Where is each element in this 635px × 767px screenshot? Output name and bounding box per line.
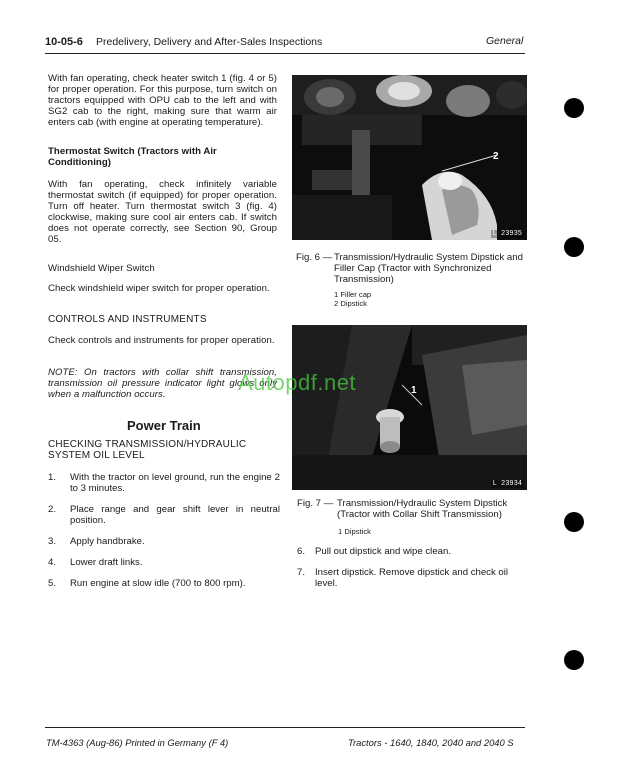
photo-code: L 23935	[492, 230, 522, 238]
header-rule	[45, 53, 525, 54]
figure-6-illustration	[292, 75, 527, 240]
figure-6-caption: Transmission/Hydraulic System Dipstick and Filler Cap (Tractor with Synchronized Transmission)	[334, 252, 523, 285]
step-text: Insert dipstick. Remove dipstick and check oil level.	[315, 567, 509, 589]
wiper-paragraph: Check windshield wiper switch for proper operation.	[48, 283, 270, 294]
page-number: 10-05-6	[45, 36, 83, 48]
heater-paragraph: With fan operating, check heater switch 1 (fig. 4 or 5) for proper operation. For this purpose, turn switch on tractors equipped with OPU cab to the left and with SG2 cab to the right, making sure that warm air enters cab (with engine at operating temperature).	[48, 73, 277, 128]
footer-rule	[45, 727, 525, 728]
footer-right: Tractors - 1640, 1840, 2040 and 2040 S	[348, 737, 514, 748]
check-oil-heading: CHECKING TRANSMISSION/HYDRAULIC SYSTEM OIL LEVEL	[48, 439, 247, 461]
legend-item: 1 Filler cap	[334, 290, 372, 299]
footer-left: TM-4363 (Aug-86) Printed in Germany (F 4)	[46, 737, 229, 748]
legend-item: 2 Dipstick	[334, 299, 367, 308]
step-number: 7.	[297, 567, 306, 578]
punch-hole	[564, 512, 584, 532]
note-paragraph: NOTE: On tractors with collar shift transmission, transmission oil pressure indicator light glows only when a malfunction occurs.	[48, 367, 277, 400]
list-item	[48, 472, 280, 494]
legend-item: 1 Dipstick	[338, 527, 371, 536]
power-train-heading: Power Train	[127, 418, 201, 433]
figure-7-illustration	[292, 325, 527, 490]
figure-7-caption: Transmission/Hydraulic System Dipstick (Tractor with Collar Shift Transmission)	[337, 498, 508, 520]
step-number: 5.	[48, 578, 57, 589]
step-text: Pull out dipstick and wipe clean.	[315, 546, 451, 557]
list-item	[48, 557, 280, 568]
callout-2: 2	[493, 151, 499, 162]
page-title: Predelivery, Delivery and After-Sales Inspections	[96, 36, 323, 48]
wiper-heading: Windshield Wiper Switch	[48, 263, 155, 274]
thermostat-heading: Thermostat Switch (Tractors with Air Conditioning)	[48, 146, 217, 168]
step-number: 3.	[48, 536, 57, 547]
figure-7-photo	[292, 325, 527, 490]
figure-7-legend	[338, 527, 371, 536]
list-item	[297, 546, 527, 557]
list-item	[48, 504, 280, 526]
punch-hole	[564, 237, 584, 257]
step-text: Apply handbrake.	[70, 536, 145, 547]
step-text: Lower draft links.	[70, 557, 143, 568]
list-item	[297, 567, 527, 589]
figure-7-label: Fig. 7 —	[297, 498, 334, 509]
watermark: Autopdf.net	[238, 370, 357, 395]
punch-hole	[564, 98, 584, 118]
step-text: Run engine at slow idle (700 to 800 rpm).	[70, 578, 246, 589]
step-number: 6.	[297, 546, 306, 557]
photo-code: L 23934	[492, 480, 522, 488]
thermostat-paragraph: With fan operating, check infinitely variable thermostat switch (if equipped) for proper operation. Turn off heater. Turn thermostat switch 3 (fig. 4) clockwise, making sure cool air enters cab. If switch does not operate correctly, see Section 90, Group 05.	[48, 179, 277, 245]
figure-6-label: Fig. 6 —	[296, 252, 333, 263]
controls-heading: CONTROLS AND INSTRUMENTS	[48, 314, 207, 325]
figure-6-legend	[334, 290, 371, 308]
step-text: Place range and gear shift lever in neutral position.	[70, 504, 280, 526]
step-number: 4.	[48, 557, 57, 568]
list-item	[48, 536, 280, 547]
list-item	[48, 578, 280, 589]
step-number: 2.	[48, 504, 57, 515]
callout-1: 1	[411, 385, 417, 396]
controls-paragraph: Check controls and instruments for proper operation.	[48, 335, 275, 346]
step-number: 1.	[48, 472, 57, 483]
punch-hole	[564, 650, 584, 670]
section-name: General	[486, 35, 524, 47]
steps-list-right	[297, 546, 527, 589]
figure-6-photo	[292, 75, 527, 240]
step-text: With the tractor on level ground, run the engine 2 to 3 minutes.	[70, 472, 280, 494]
steps-list-left	[48, 472, 280, 589]
